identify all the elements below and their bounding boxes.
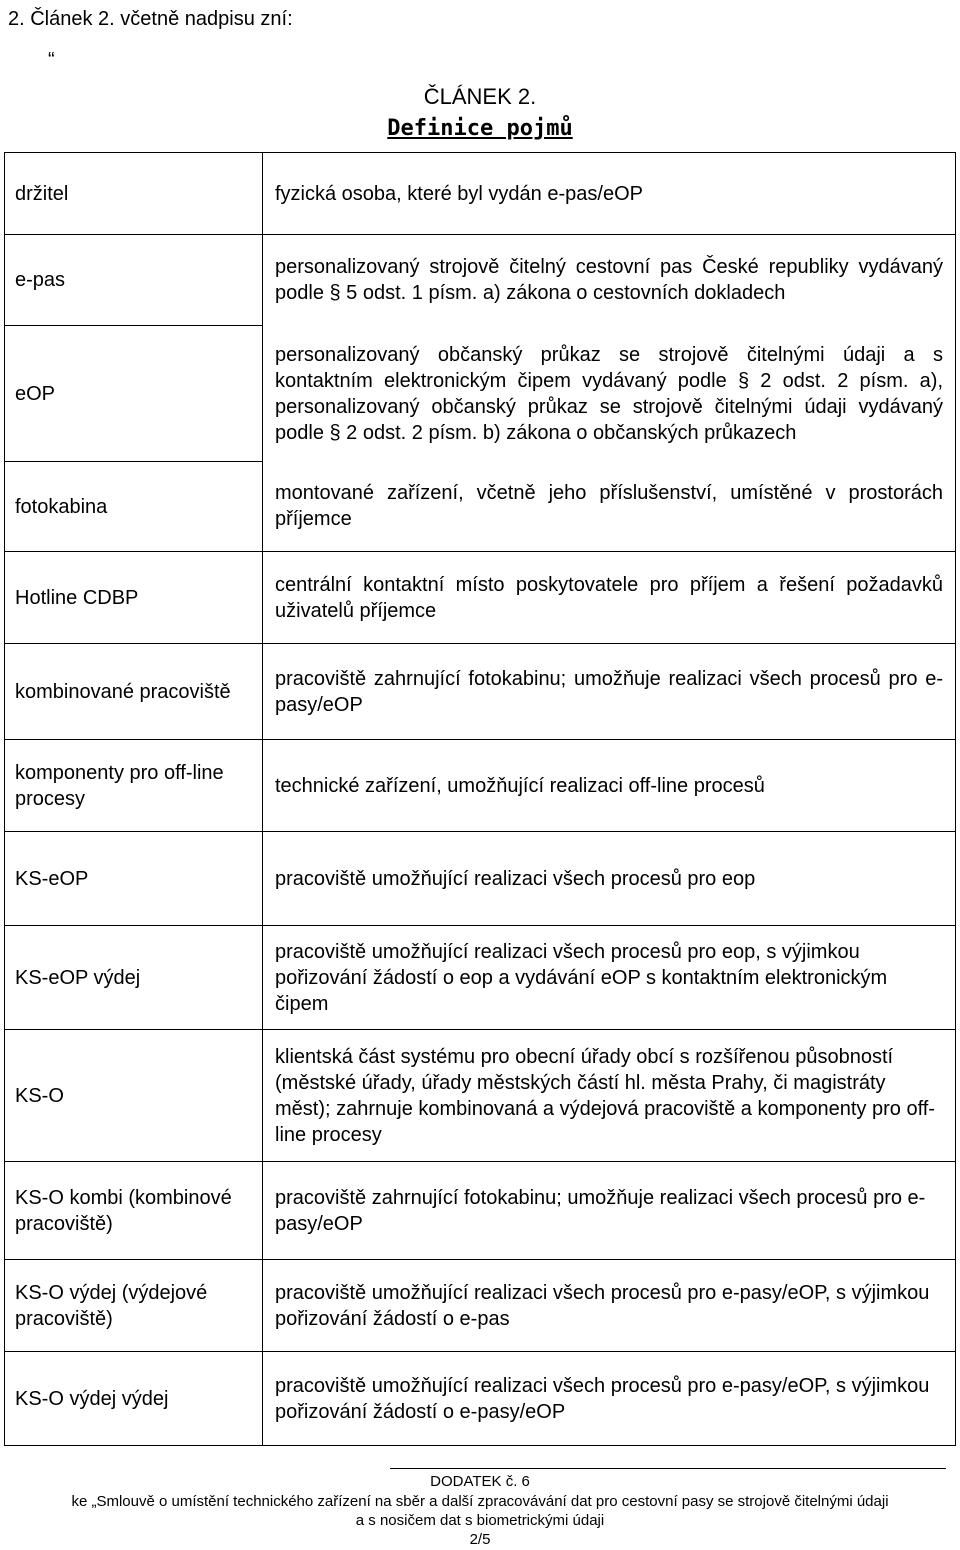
term-cell: KS-O výdej výdej [5,1352,263,1446]
term-cell: Hotline CDBP [5,552,263,644]
table-row [5,326,956,462]
term-cell: KS-O [5,1030,263,1162]
description-cell: personalizovaný občanský průkaz se strojově čitelnými údaji a s kontaktním elektronickým čipem vydávaný podle § 2 odst. 2 písm. a), personalizovaný občanský průkaz se strojově čitelnými údaji vydávaný podle § 2 odst. 2 písm. b) zákona o občanských průkazech [263,326,956,462]
table-row [5,832,956,926]
table-row [5,1030,956,1162]
description-cell: klientská část systému pro obecní úřady obcí s rozšířenou působností (městské úřady, úřady městských částí hl. města Prahy, či magistráty měst); zahrnuje kombinovaná a výdejová pracoviště a komponenty pro off-line procesy [263,1030,956,1162]
footer-contract-title-cont: a s nosičem dat s biometrickými údaji [355,1512,605,1529]
table-row [5,644,956,740]
table-row [5,235,956,326]
description-cell: pracoviště zahrnující fotokabinu; umožňuje realizaci všech procesů pro e-pasy/eOP [263,1162,956,1260]
term-cell: držitel [5,153,263,235]
term-cell: KS-eOP výdej [5,926,263,1030]
term-cell: komponenty pro off-line procesy [5,740,263,832]
description-cell: technické zařízení, umožňující realizaci off-line procesů [263,740,956,832]
description-cell: pracoviště umožňující realizaci všech procesů pro e-pasy/eOP, s výjimkou pořizování žádostí o e-pas [263,1260,956,1352]
term-cell: kombinované pracoviště [5,644,263,740]
description-cell: pracoviště umožňující realizaci všech procesů pro eop, s výjimkou pořizování žádostí o eop a vydávání eOP s kontaktním elektronickým čipem [263,926,956,1030]
table-row [5,153,956,235]
description-cell: montované zařízení, včetně jeho příslušenství, umístěné v prostorách příjemce [263,462,956,552]
term-cell: fotokabina [5,462,263,552]
description-cell: centrální kontaktní místo poskytovatele pro příjem a řešení požadavků uživatelů příjemce [263,552,956,644]
description-cell: pracoviště zahrnující fotokabinu; umožňuje realizaci všech procesů pro e-pasy/eOP [263,644,956,740]
footer-contract-title: ke „Smlouvě o umístění technického zařízení na sběr a další zpracovávání dat pro cestovní pasy se strojově čitelnými údaji [71,1493,889,1510]
definitions-table [4,152,956,1446]
table-row [5,462,956,552]
description-cell: personalizovaný strojově čitelný cestovní pas České republiky vydávaný podle § 5 odst. 1 písm. a) zákona o cestovních dokladech [263,235,956,326]
term-cell: KS-O kombi (kombinové pracoviště) [5,1162,263,1260]
description-cell: pracoviště umožňující realizaci všech procesů pro e-pasy/eOP, s výjimkou pořizování žádostí o e-pasy/eOP [263,1352,956,1446]
article-title: Definice pojmů [387,116,573,141]
footer-divider [390,1468,946,1469]
footer-amendment: DODATEK č. 6 [430,1473,530,1490]
description-cell: fyzická osoba, které byl vydán e-pas/eOP [263,153,956,235]
table-row [5,740,956,832]
table-row [5,926,956,1030]
intro-line: 2. Článek 2. včetně nadpisu zní: [8,8,293,30]
description-cell: pracoviště umožňující realizaci všech procesů pro eop [263,832,956,926]
table-row [5,1162,956,1260]
term-cell: KS-O výdej (výdejové pracoviště) [5,1260,263,1352]
opening-quote: “ [48,49,55,71]
table-row [5,552,956,644]
page-number: 2/5 [469,1531,491,1548]
table-row [5,1260,956,1352]
article-heading: ČLÁNEK 2. [423,84,537,109]
term-cell: KS-eOP [5,832,263,926]
term-cell: e-pas [5,235,263,326]
term-cell: eOP [5,326,263,462]
table-row [5,1352,956,1446]
